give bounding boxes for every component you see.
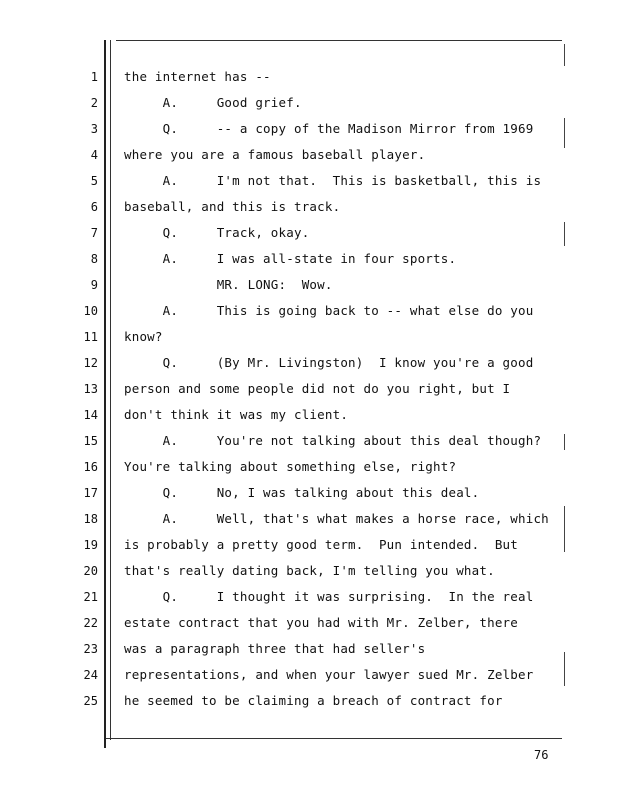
transcript-line: Q. -- a copy of the Madison Mirror from 1969 (124, 121, 534, 136)
transcript-line: Q. (By Mr. Livingston) I know you're a good (124, 355, 534, 370)
left-margin-rule-inner (110, 40, 111, 740)
transcript-line: don't think it was my client. (124, 407, 349, 422)
transcript-line: was a paragraph three that had seller's (124, 641, 426, 656)
line-number: 22 (83, 616, 98, 630)
left-margin-rule (104, 40, 106, 748)
right-margin-mark (564, 118, 565, 148)
line-number: 16 (83, 460, 98, 474)
line-number: 14 (83, 408, 98, 422)
line-number: 19 (83, 538, 98, 552)
top-border-rule (116, 40, 562, 41)
line-number: 12 (83, 356, 98, 370)
line-number: 15 (83, 434, 98, 448)
right-margin-mark (564, 652, 565, 686)
transcript-line: A. I was all-state in four sports. (124, 251, 457, 266)
line-number: 10 (83, 304, 98, 318)
line-number: 4 (90, 148, 98, 162)
line-number: 8 (90, 252, 98, 266)
transcript-line: he seemed to be claiming a breach of contract for (124, 693, 503, 708)
transcript-line: baseball, and this is track. (124, 199, 341, 214)
line-number: 23 (83, 642, 98, 656)
transcript-line: know? (124, 329, 163, 344)
line-number: 24 (83, 668, 98, 682)
right-margin-mark (564, 506, 565, 552)
transcript-line: A. Good grief. (124, 95, 302, 110)
line-number: 25 (83, 694, 98, 708)
line-number: 9 (90, 278, 98, 292)
line-number: 20 (83, 564, 98, 578)
transcript-line: A. Well, that's what makes a horse race, which (124, 511, 549, 526)
page-number: 76 (534, 748, 549, 762)
right-margin-mark (564, 44, 565, 66)
line-number: 6 (90, 200, 98, 214)
right-margin-mark (564, 434, 565, 450)
transcript-line: estate contract that you had with Mr. Zelber, there (124, 615, 519, 630)
transcript-line: is probably a pretty good term. Pun intended. But (124, 537, 519, 552)
transcript-line: You're talking about something else, right? (124, 459, 457, 474)
transcript-line: person and some people did not do you right, but I (124, 381, 511, 396)
transcript-line: A. This is going back to -- what else do you (124, 303, 534, 318)
transcript-line: Q. Track, okay. (124, 225, 310, 240)
line-number: 18 (83, 512, 98, 526)
transcript-line: Q. I thought it was surprising. In the real (124, 589, 534, 604)
transcript-line: that's really dating back, I'm telling you what. (124, 563, 495, 578)
transcript-line: representations, and when your lawyer sued Mr. Zelber (124, 667, 534, 682)
line-number: 13 (83, 382, 98, 396)
transcript-line: Q. No, I was talking about this deal. (124, 485, 480, 500)
line-number: 3 (90, 122, 98, 136)
line-number: 1 (90, 70, 98, 84)
transcript-line: A. You're not talking about this deal though? (124, 433, 542, 448)
transcript-line: A. I'm not that. This is basketball, this is (124, 173, 542, 188)
bottom-border-rule (106, 738, 562, 739)
line-number: 17 (83, 486, 98, 500)
line-number: 5 (90, 174, 98, 188)
transcript-line: where you are a famous baseball player. (124, 147, 426, 162)
line-number: 2 (90, 96, 98, 110)
line-number: 7 (90, 226, 98, 240)
line-number: 11 (83, 330, 98, 344)
transcript-line: MR. LONG: Wow. (124, 277, 333, 292)
line-number: 21 (83, 590, 98, 604)
transcript-line: the internet has -- (124, 69, 271, 84)
right-margin-mark (564, 222, 565, 246)
